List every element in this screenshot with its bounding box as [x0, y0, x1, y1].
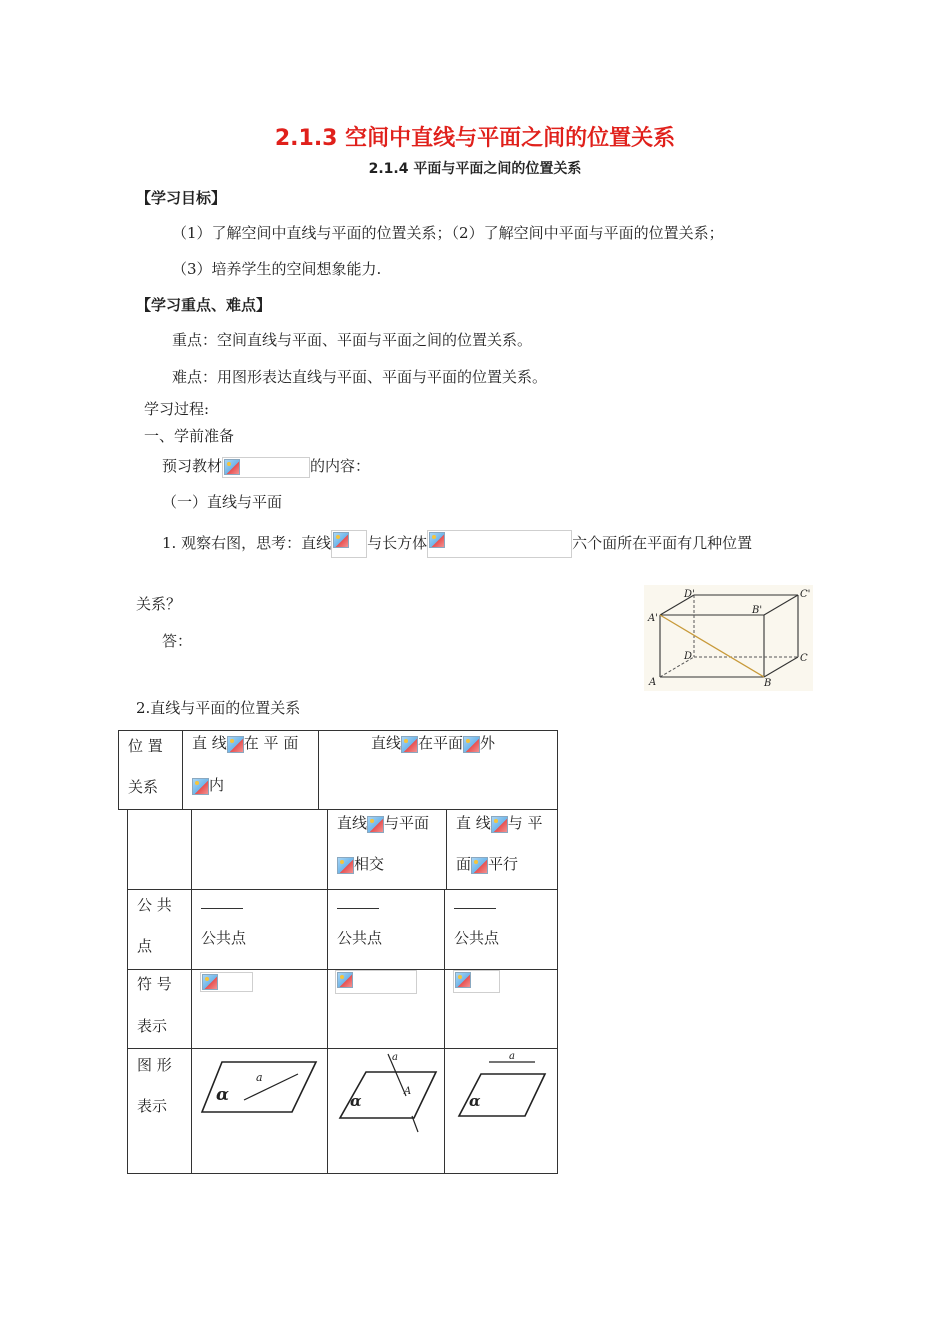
common-blank [201, 898, 243, 916]
image-placeholder-icon [337, 972, 353, 988]
table-border [557, 809, 558, 1174]
table-border [327, 809, 328, 1174]
question-1 [162, 530, 752, 558]
subsection-heading: （一）直线与平面 [162, 493, 283, 511]
table-border [446, 809, 447, 890]
image-placeholder-icon [429, 532, 445, 548]
label-a: A [649, 677, 657, 688]
label-d: D [684, 651, 693, 662]
label-point-a: A [404, 1086, 412, 1097]
table-border [127, 1048, 558, 1049]
preview-text-pre: 预习教材 [162, 457, 223, 475]
label-c1: C' [800, 589, 811, 600]
header-text: 内 [209, 776, 225, 794]
row-symbol-2: 表示 [137, 1017, 168, 1035]
common-blank [337, 898, 379, 916]
row-figure-2: 表示 [137, 1097, 168, 1115]
formula-image [331, 530, 367, 558]
formula-image [427, 530, 572, 558]
formula-image [453, 970, 500, 993]
objectives-heading: 【学习目标】 [136, 189, 227, 207]
header-parallel-1 [456, 812, 543, 833]
image-placeholder-icon [367, 816, 384, 833]
objective-line-1: （1）了解空间中直线与平面的位置关系；（2）了解空间中平面与平面的位置关系； [172, 224, 724, 242]
header-text: 直线 [371, 734, 402, 752]
image-placeholder-icon [224, 459, 240, 475]
label-c: C [800, 653, 808, 664]
header-text: 直 线 [456, 814, 491, 832]
image-placeholder-icon [463, 736, 480, 753]
table-border [444, 889, 445, 1174]
table-border [118, 730, 119, 810]
row-common-2: 点 [137, 937, 153, 955]
image-placeholder-icon [192, 778, 209, 795]
header-line-in-plane-1 [192, 732, 298, 753]
label-b: B [764, 678, 772, 689]
label-line-a: a [509, 1051, 515, 1062]
header-text: 在平面 [418, 734, 464, 752]
row-common-1: 公 共 [137, 896, 172, 914]
question-1-part-b: 与长方体 [367, 534, 428, 552]
table-border [318, 730, 319, 810]
header-relation-2: 关系 [128, 778, 159, 796]
symbol-in-plane [200, 972, 253, 992]
fill-blank[interactable] [201, 907, 243, 909]
formula-image [222, 457, 310, 478]
table-border [118, 730, 558, 731]
header-intersect-2 [337, 853, 384, 874]
header-line-outside-plane [371, 732, 495, 753]
figure-line-intersect-plane [336, 1050, 442, 1136]
label-a1: A' [648, 613, 658, 624]
difficult-point: 难点：用图形表达直线与平面、平面与平面的位置关系。 [172, 368, 548, 386]
figure-line-in-plane [198, 1056, 322, 1120]
header-text: 在 平 面 [243, 734, 299, 752]
formula-image [200, 972, 253, 992]
fill-blank[interactable] [454, 907, 496, 909]
row-symbol-1: 符 号 [137, 975, 172, 993]
label-alpha: α [469, 1092, 481, 1110]
process-heading: 学习过程: [144, 400, 210, 418]
preview-line [162, 455, 370, 478]
symbol-intersect [335, 970, 417, 994]
page-title: 2.1.3 空间中直线与平面之间的位置关系 [274, 126, 676, 151]
keypoints-heading: 【学习重点、难点】 [136, 296, 272, 314]
header-text: 相交 [354, 855, 385, 873]
common-point-label: 公共点 [454, 929, 500, 947]
header-text: 直线 [337, 814, 368, 832]
objective-line-2: （3）培养学生的空间想象能力. [172, 260, 382, 278]
table-border [182, 730, 183, 810]
image-placeholder-icon [202, 974, 218, 990]
header-text: 与平面 [384, 814, 430, 832]
image-placeholder-icon [337, 857, 354, 874]
header-text: 面 [456, 855, 472, 873]
header-parallel-2 [456, 853, 518, 874]
common-blank [454, 898, 496, 916]
header-text: 与 平 [507, 814, 543, 832]
image-placeholder-icon [227, 736, 244, 753]
header-text: 直 线 [192, 734, 227, 752]
header-text: 外 [480, 734, 496, 752]
cuboid-figure [644, 585, 813, 691]
question-1-part-a: 1. 观察右图，思考：直线 [162, 534, 332, 552]
label-alpha: α [350, 1092, 362, 1110]
image-placeholder-icon [491, 816, 508, 833]
question-1-part-d: 关系？ [136, 595, 182, 613]
table-border [191, 809, 192, 1174]
table-heading: 2.直线与平面的位置关系 [136, 699, 301, 717]
symbol-parallel [453, 970, 500, 993]
line-a-below [412, 1116, 418, 1132]
page-subtitle: 2.1.4 平面与平面之间的位置关系 [368, 161, 582, 177]
table-border [557, 730, 558, 810]
image-placeholder-icon [333, 532, 349, 548]
header-intersect-1 [337, 812, 429, 833]
table-border [118, 809, 558, 810]
figure-line-parallel-plane [455, 1050, 551, 1120]
header-text: 平行 [488, 855, 519, 873]
table-border [127, 889, 558, 890]
question-1-part-c: 六个面所在平面有几种位置 [572, 534, 753, 552]
label-b1: B' [752, 605, 763, 616]
row-figure-1: 图 形 [137, 1056, 172, 1074]
common-point-label: 公共点 [201, 929, 247, 947]
header-relation-1: 位 置 [128, 737, 163, 755]
label-line-a: a [392, 1052, 398, 1063]
label-line-a: a [256, 1071, 263, 1084]
common-point-label: 公共点 [337, 929, 383, 947]
table-border [127, 1173, 558, 1174]
answer-label: 答： [162, 632, 193, 650]
label-d1: D' [684, 589, 695, 600]
image-placeholder-icon [471, 857, 488, 874]
fill-blank[interactable] [337, 907, 379, 909]
preview-text-post: 的内容： [310, 457, 371, 475]
section-heading-1: 一、学前准备 [144, 427, 235, 445]
table-border [127, 809, 128, 1174]
formula-image [335, 970, 417, 994]
key-point: 重点：空间直线与平面、平面与平面之间的位置关系。 [172, 331, 533, 349]
line-a [244, 1074, 298, 1100]
header-line-in-plane-2 [192, 774, 224, 795]
image-placeholder-icon [401, 736, 418, 753]
label-alpha: α [216, 1085, 230, 1105]
image-placeholder-icon [455, 972, 471, 988]
